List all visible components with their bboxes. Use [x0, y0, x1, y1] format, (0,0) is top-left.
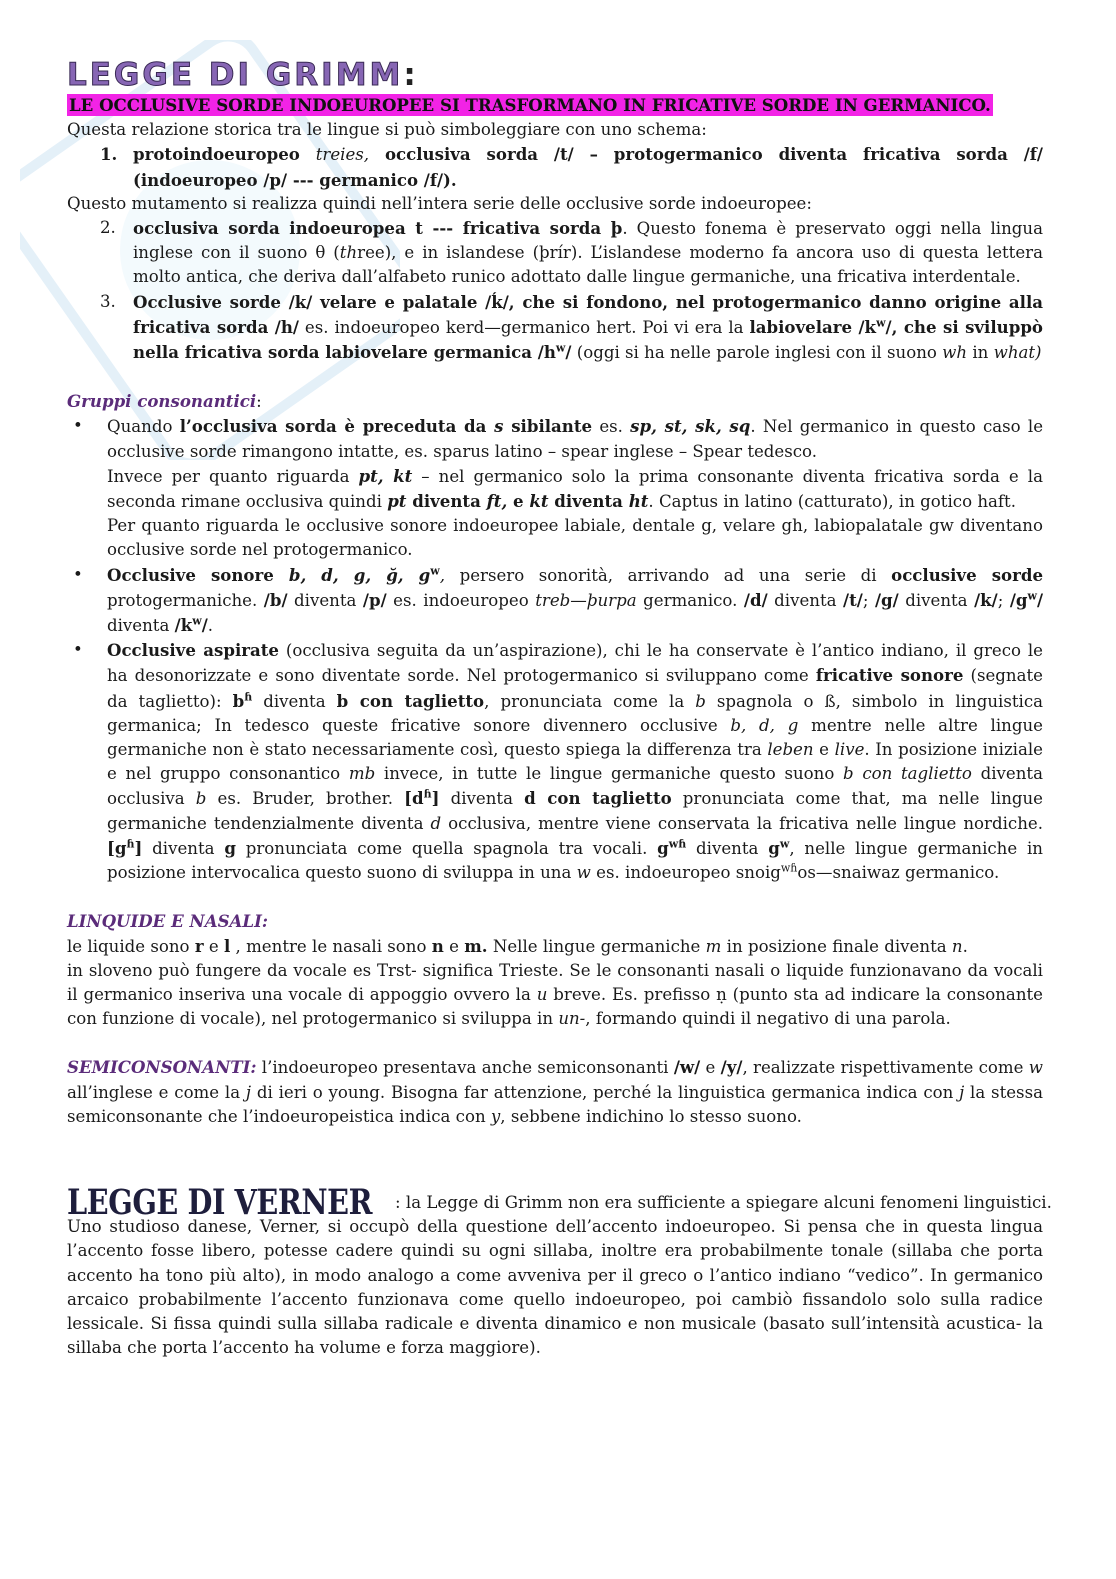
verner-title: LEGGE DI VERNER	[67, 1181, 373, 1223]
grimm-intro-2: Questo mutamento si realizza quindi nell’intera serie delle occlusive sorde indoeuropee:	[67, 193, 812, 213]
semiconsonanti-paragraph: SEMICONSONANTI: l’indoeuropeo presentava anche semiconsonanti /w/ e /y/, realizzate rispettivamente come w all’inglese e come la j di ieri o young. Bisogna far attenzione, perché la linguistica germanica indica con j la stessa semiconsonante che l’indoeuropeistica indica con y, sebbene indichino lo stesso suono.	[67, 1057, 1043, 1126]
grimm-intro: Questa relazione storica tra le lingue si può simboleggiare con uno schema:	[67, 120, 707, 140]
grimm-title: LEGGE DI GRIMM:	[67, 57, 419, 93]
document-page	[67, 56, 1052, 1360]
list-item: 2. occlusiva sorda indoeuropea t --- fricativa sorda þ. Questo fonema è preservato oggi nella lingua inglese con il suono θ (three), e in islandese (þrír). L’islandese moderno fa ancora uso di questa lettera molto antica, che deriva dall’alfabeto runico adottato dalle lingue germaniche, una fricativa interdentale.	[100, 218, 1043, 287]
verner-heading: LEGGE DI VERNER : la Legge di Grimm non era sufficiente a spiegare alcuni fenomeni linguistici.	[67, 1181, 1052, 1223]
list-item: • Quando l’occlusiva sorda è preceduta da s sibilante es. sp, st, sk, sq. Nel germanico in questo caso le occlusive sorde rimangono intatte, es. sparus latino – spear inglese – Spear tedesco. Invece per quanto riguarda pt, kt – nel germanico solo la prima consonante diventa fricativa sorda e la seconda rimane occlusiva quindi pt diventa ft, e kt diventa ht. Captus in latino (catturato), in gotico haft. Per quanto riguarda le occlusive sonore indoeuropee labiale, dentale g, velare gh, labiopalatale gw diventano occlusive sorde nel protogermanico.	[73, 416, 1044, 560]
list-item: 3. Occlusive sorde /k/ velare e palatale /ḱ/, che si fondono, nel protogermanico danno origine alla fricativa sorda /h/ es. indoeuropeo kerd—germanico hert. Poi vi era la labiovelare $/k^w/$, che si sviluppò nella fricativa sorda labiovelare germanica $/h^w/$ (oggi si ha nelle parole inglesi con il suono wh in what)	[100, 291, 1043, 363]
grimm-highlight: LE OCCLUSIVE SORDE INDOEUROPEE SI TRASFORMANO IN FRICATIVE SORDE IN GERMANICO.	[69, 95, 991, 115]
liquide-paragraph-2: in sloveno può fungere da vocale es Trst- significa Trieste. Se le consonanti nasali o liquide funzionavano da vocali il germanico inseriva una vocale di appoggio ovvero la u breve. Es. prefisso ṇ (punto sta ad indicare la consonante con funzione di vocale), nel protogermanico si sviluppa in un-, formando quindi il negativo di una parola.	[67, 960, 1043, 1029]
gruppi-list	[67, 414, 1043, 885]
verner-paragraph: Uno studioso danese, Verner, si occupò della questione dell’accento indoeuropeo. Si pensa che in questa lingua l’accento fosse libero, potesse cadere quindi su ogni sillaba, inoltre era probabilmente tonale (sillaba che porta accento ha tono più alto), in modo analogo a come avveniva per il greco o l’antico indiano “vedico”. In germanico arcaico probabilmente l’accento funzionava come quello indoeuropeo, poi cambiò fissandolo solo sulla radice lessicale. Si fissa quindi sulla sillaba radicale e diventa dinamico e non musicale (basato sull’intensità acustica- la sillaba che porta l’accento ha volume e forza maggiore).	[67, 1217, 1043, 1358]
list-item: • Occlusive sonore b, d, g, ğ, $g^w$, persero sonorità, arrivando ad una serie di occlusive sorde protogermaniche. /b/ diventa /p/ es. indoeuropeo treb—þurpa germanico. /d/ diventa /t/; /g/ diventa /k/; $/g^w/$ diventa $/k^w/$.	[73, 564, 1044, 636]
list-item: • Occlusive aspirate (occlusiva seguita da un’aspirazione), chi le ha conservate è l’antico indiano, il greco le ha desonorizzate e sono diventate sorde. Nel protogermanico si sviluppano come fricative sonore (segnate da taglietto): $b^ɦ$ diventa b con taglietto, pronunciata come la b spagnola o ß, simbolo in linguistica germanica; In tedesco queste fricative sonore divennero occlusive b, d, g mentre nelle altre lingue germaniche non è stato necessariamente così, questo spiega la differenza tra leben e live. In posizione iniziale e nel gruppo consonantico mb invece, in tutte le lingue germaniche questo suono b con taglietto diventa occlusiva b es. Bruder, brother. $[d^ɦ]$ diventa d con taglietto pronunciata come that, ma nelle lingue germaniche tendenzialmente diventa d occlusiva, mentre viene conservata la fricativa nelle lingue nordiche. $[g^ɦ]$ diventa g pronunciata come quella spagnola tra vocali. $g^{wɦ}$ diventa $g^w$, nelle lingue germaniche in posizione intervocalica questo suono di sviluppa in una w es. indoeuropeo snoig$^{wɦ}$os—snaiwaz germanico.	[73, 640, 1044, 883]
grimm-list-1	[67, 142, 1043, 191]
list-item: 1. protoindoeuropeo treies, occlusiva sorda /t/ – protogermanico diventa fricativa sorda /f/ (indoeuropeo /p/ --- germanico /f/).	[100, 144, 1043, 190]
liquide-heading: LINQUIDE E NASALI:	[67, 911, 268, 932]
liquide-paragraph-1: le liquide sono r e l , mentre le nasali sono n e m. Nelle lingue germaniche m in posizione finale diventa n.	[67, 935, 968, 956]
grimm-list-2	[67, 216, 1043, 365]
gruppi-heading: Gruppi consonantici:	[67, 391, 262, 412]
